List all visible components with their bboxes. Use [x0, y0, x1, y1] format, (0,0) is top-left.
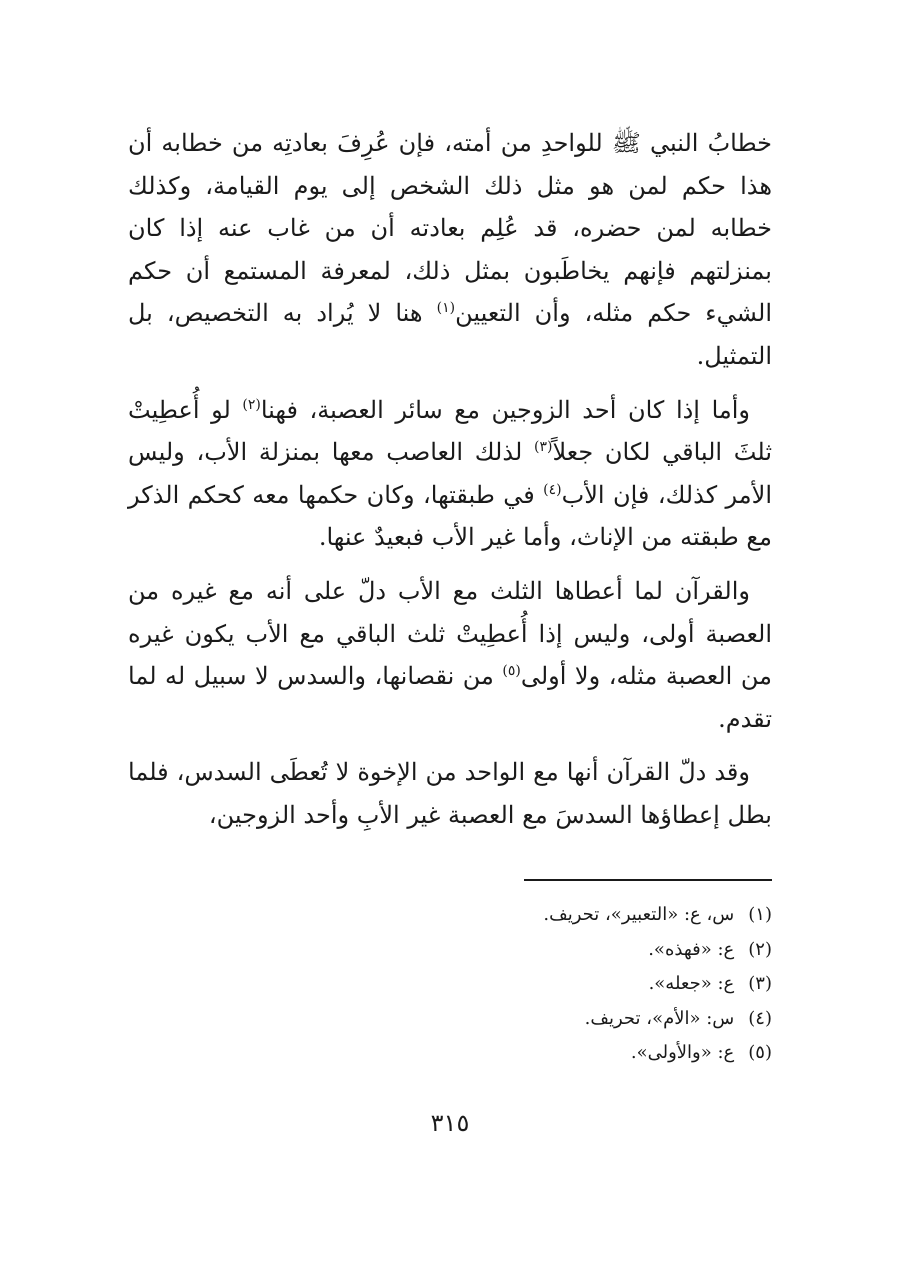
- footnote-marker: (٤): [543, 481, 562, 498]
- footnote: [372, 898, 772, 933]
- paragraph-text: وقد دلّ القرآن أنها مع الواحد من الإخوة لا تُعطَى السدس، فلما بطل إعطاؤها السدسَ مع العصبة غير الأبِ وأحد الزوجين،: [128, 758, 772, 829]
- footnote: [372, 1036, 772, 1071]
- paragraph-text: لذلك العاصب معها بمنزلة الأب، وليس الأمر كذلك، فإن الأب: [128, 438, 772, 509]
- paragraph-text: خطابُ النبي ﷺ للواحدِ من أمته، فإن عُرِفَ بعادتِه من خطابه أن هذا حكم لمن هو مثل ذلك الشخص إلى يوم القيامة، وكذلك خطابه لمن حضره، قد عُلِم بعادته أن من غاب عنه إذا كان بمنزلتهم فإنهم يخاطَبون بمثل ذلك، لمعرفة المستمع أن حكم الشيء حكم مثله، وأن التعيين: [128, 129, 772, 328]
- footnote-marker: (١): [436, 300, 456, 317]
- footnote: [372, 1002, 772, 1037]
- footnote: [372, 933, 772, 968]
- footnote-marker: (٢): [242, 396, 261, 413]
- paragraph: [128, 751, 772, 836]
- paragraph-text: من نقصانها، والسدس لا سبيل له لما تقدم.: [128, 662, 772, 733]
- paragraph: [128, 389, 772, 559]
- footnote-marker: (٣): [533, 439, 553, 456]
- footnote-text: س، ع: «التعبير»، تحريف.: [543, 904, 735, 925]
- footnote-number: (٢): [748, 938, 772, 960]
- footnote-separator: [524, 879, 772, 881]
- footnote-text: س: «الأم»، تحريف.: [584, 1007, 735, 1029]
- footnote-text: ع: «جعله».: [648, 973, 735, 995]
- page-number: ٣١٥: [430, 1109, 470, 1137]
- paragraph-text: لو أُعطِيتْ ثلثَ الباقي لكان جعلاً: [128, 395, 772, 467]
- footnote-marker: (٥): [502, 663, 521, 680]
- footnote-number: (٤): [748, 1007, 772, 1029]
- footnote: [372, 967, 772, 1002]
- footnotes: [372, 898, 772, 1071]
- paragraph: [128, 570, 772, 740]
- paragraph-text: في طبقتها، وكان حكمها معه كحكم الذكر مع طبقته من الإناث، وأما غير الأب فبعيدٌ عنها.: [128, 480, 772, 552]
- footnote-text: ع: «والأولى».: [630, 1042, 735, 1064]
- paragraph-text: وأما إذا كان أحد الزوجين مع سائر العصبة، فهنا: [260, 395, 750, 424]
- paragraph-text: والقرآن لما أعطاها الثلث مع الأب دلّ على أنه مع غيره من العصبة أولى، وليس إذا أُعطِيتْ ثلث الباقي مع الأب يكون غيره من العصبة مثله، ولا أولى: [128, 576, 772, 691]
- paragraph: [128, 122, 772, 378]
- footnote-text: ع: «فهذه».: [648, 938, 735, 960]
- main-text: [128, 122, 772, 848]
- footnote-number: (٣): [748, 973, 772, 995]
- paragraph-text: هنا لا يُراد به التخصيص، بل التمثيل.: [128, 299, 772, 370]
- footnote-number: (٥): [748, 1042, 772, 1064]
- footnote-number: (١): [748, 904, 772, 925]
